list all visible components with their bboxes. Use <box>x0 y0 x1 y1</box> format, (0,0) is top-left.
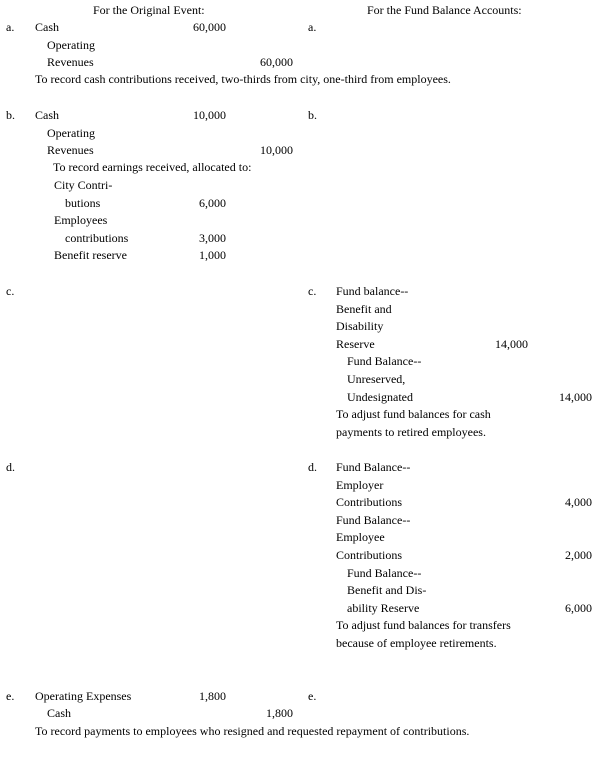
entry-a-debit-amount: 60,000 <box>193 20 226 34</box>
entry-b-credit-amount: 10,000 <box>260 143 293 157</box>
entry-e-explanation: To record payments to employees who resigned and requested repayment of contributions. <box>35 724 470 738</box>
entry-c-credit-line3: Undesignated <box>347 390 413 404</box>
entry-d-debit1-line2: Employer <box>336 478 384 492</box>
entry-c-debit-line4: Reserve <box>336 337 375 351</box>
entry-a-label: a. <box>6 20 15 34</box>
entry-d-explanation-line1: To adjust fund balances for transfers <box>336 618 511 632</box>
entry-d-debit2-line1: Fund Balance-- <box>336 513 411 527</box>
entry-c-debit-line1: Fund balance-- <box>336 284 409 298</box>
entry-c-credit-amount: 14,000 <box>559 390 592 404</box>
entry-e-credit-amount: 1,800 <box>266 706 293 720</box>
entry-d-debit2-line3: Contributions <box>336 548 403 562</box>
fund-balance-header: For the Fund Balance Accounts: <box>367 3 522 17</box>
entry-d-credit-line3: ability Reserve <box>347 601 420 615</box>
entry-e-label: e. <box>6 689 15 703</box>
entry-d-credit-line1: Fund Balance-- <box>347 566 422 580</box>
entry-c-debit-amount: 14,000 <box>495 337 528 351</box>
entry-a-explanation: To record cash contributions received, two-thirds from city, one-third from employees. <box>35 72 451 86</box>
entry-b-alloc-employees-line1: Employees <box>54 213 108 227</box>
original-event-header: For the Original Event: <box>93 3 205 17</box>
entry-b-alloc-city-amount: 6,000 <box>199 196 226 210</box>
entry-e-debit-account: Operating Expenses <box>35 689 132 703</box>
entry-b-alloc-employees-amount: 3,000 <box>199 231 226 245</box>
entry-d-credit-line2: Benefit and Dis- <box>347 583 427 597</box>
entry-d-credit-amount: 6,000 <box>565 601 592 615</box>
entry-c-explanation-line2: payments to retired employees. <box>336 425 486 439</box>
entry-b-credit-account-line1: Operating <box>47 126 95 140</box>
entry-c-debit-line2: Benefit and <box>336 302 392 316</box>
entry-b-debit-amount: 10,000 <box>193 108 226 122</box>
entry-c-fund-label: c. <box>308 284 317 298</box>
entry-b-alloc-employees-line2: contributions <box>65 231 129 245</box>
entry-d-debit1-amount: 4,000 <box>565 495 592 509</box>
entry-c-debit-line3: Disability <box>336 319 384 333</box>
entry-e-debit-amount: 1,800 <box>199 689 226 703</box>
entry-b-alloc-benefit-amount: 1,000 <box>199 248 226 262</box>
entry-d-explanation-line2: because of employee retirements. <box>336 636 497 650</box>
entry-d-label: d. <box>6 460 15 474</box>
entry-d-fund-label: d. <box>308 460 317 474</box>
entry-a-fund-label: a. <box>308 20 317 34</box>
entry-d-debit1-line1: Fund Balance-- <box>336 460 411 474</box>
entry-a-credit-account-line2: Revenues <box>47 55 94 69</box>
entry-b-alloc-city-line1: City Contri- <box>54 178 113 192</box>
entry-b-label: b. <box>6 108 15 122</box>
entry-a-credit-account-line1: Operating <box>47 38 95 52</box>
entry-e-fund-label: e. <box>308 689 317 703</box>
entry-a-debit-account: Cash <box>35 20 59 34</box>
entry-e-credit-account: Cash <box>47 706 71 720</box>
entry-c-credit-line1: Fund Balance-- <box>347 354 422 368</box>
entry-b-explanation: To record earnings received, allocated to: <box>53 160 252 174</box>
entry-b-credit-account-line2: Revenues <box>47 143 94 157</box>
entry-b-debit-account: Cash <box>35 108 59 122</box>
entry-d-debit2-amount: 2,000 <box>565 548 592 562</box>
entry-c-explanation-line1: To adjust fund balances for cash <box>336 407 491 421</box>
entry-d-debit1-line3: Contributions <box>336 495 403 509</box>
entry-d-debit2-line2: Employee <box>336 530 385 544</box>
entry-c-label: c. <box>6 284 15 298</box>
entry-a-credit-amount: 60,000 <box>260 55 293 69</box>
entry-b-alloc-benefit: Benefit reserve <box>54 248 127 262</box>
entry-b-fund-label: b. <box>308 108 317 122</box>
entry-b-alloc-city-line2: butions <box>65 196 101 210</box>
entry-c-credit-line2: Unreserved, <box>347 372 406 386</box>
